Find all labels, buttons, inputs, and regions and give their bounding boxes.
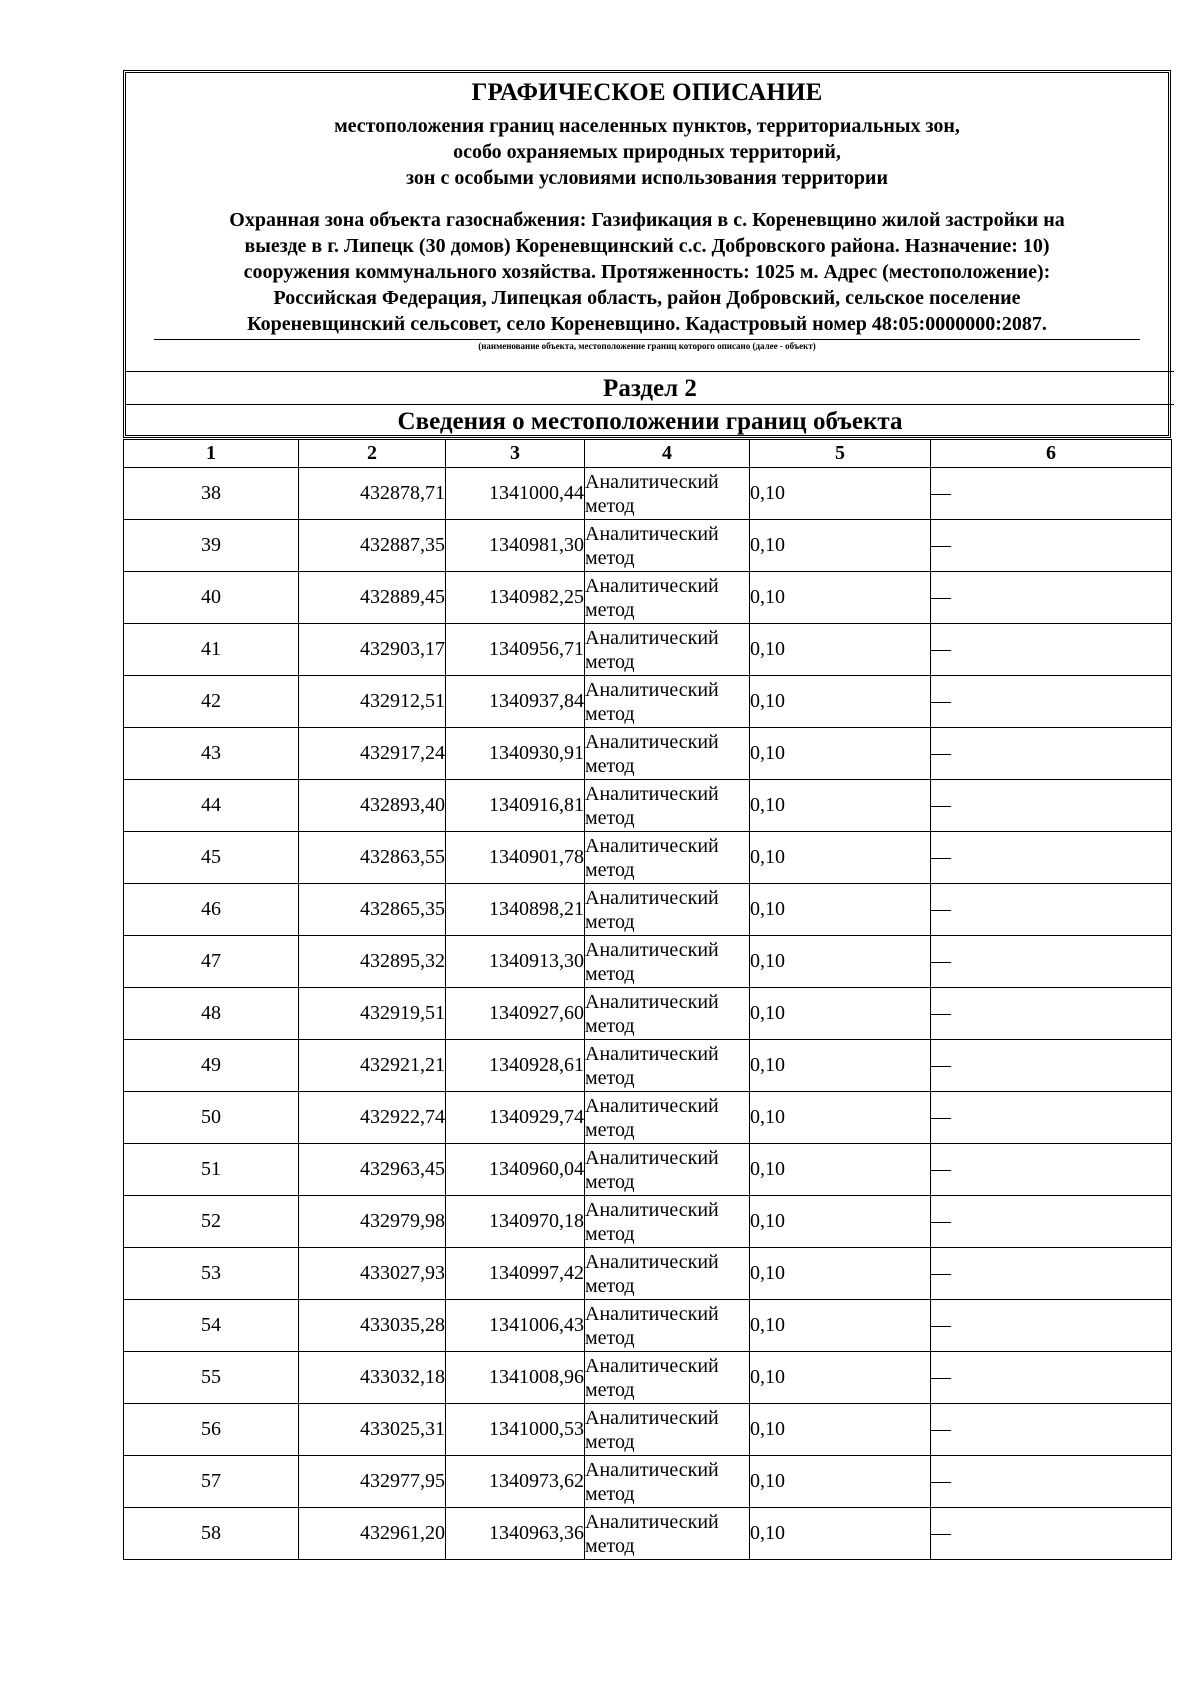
- method-cell: [585, 1456, 750, 1508]
- table-row: [124, 988, 1172, 1040]
- point-number-cell: 51: [124, 1144, 299, 1196]
- accuracy-cell: 0,10: [750, 1456, 931, 1508]
- description-cell: —: [931, 1144, 1172, 1196]
- method-text: Аналитический метод: [585, 678, 719, 725]
- method-text: Аналитический метод: [585, 574, 719, 621]
- table-row: [124, 1248, 1172, 1300]
- description-cell: —: [931, 988, 1172, 1040]
- method-cell: [585, 1196, 750, 1248]
- method-text: Аналитический метод: [585, 1042, 719, 1089]
- x-coordinate-cell: 432917,24: [299, 728, 446, 780]
- description-cell: —: [931, 1352, 1172, 1404]
- point-number-cell: 56: [124, 1404, 299, 1456]
- method-text: Аналитический метод: [585, 1510, 719, 1557]
- y-coordinate-cell: 1340928,61: [446, 1040, 585, 1092]
- description-cell: —: [931, 1040, 1172, 1092]
- subtitle-line: особо охраняемых природных территорий,: [453, 141, 841, 163]
- column-header: 6: [931, 440, 1172, 468]
- document-header: [123, 70, 1171, 438]
- accuracy-cell: 0,10: [750, 1248, 931, 1300]
- y-coordinate-cell: 1340898,21: [446, 884, 585, 936]
- accuracy-cell: 0,10: [750, 1040, 931, 1092]
- description-cell: —: [931, 1196, 1172, 1248]
- table-row: [124, 832, 1172, 884]
- description-cell: —: [931, 1508, 1172, 1560]
- x-coordinate-cell: 432895,32: [299, 936, 446, 988]
- y-coordinate-cell: 1340929,74: [446, 1092, 585, 1144]
- x-coordinate-cell: 432912,51: [299, 676, 446, 728]
- method-text: Аналитический метод: [585, 886, 719, 933]
- description-cell: —: [931, 1248, 1172, 1300]
- y-coordinate-cell: 1340901,78: [446, 832, 585, 884]
- table-row: [124, 1352, 1172, 1404]
- accuracy-cell: 0,10: [750, 780, 931, 832]
- table-row: [124, 572, 1172, 624]
- table-row: [124, 676, 1172, 728]
- accuracy-cell: 0,10: [750, 988, 931, 1040]
- document-subtitle: [126, 113, 1168, 191]
- object-description-line: сооружения коммунального хозяйства. Протяженность: 1025 м. Адрес (местоположение):: [243, 261, 1051, 283]
- method-text: Аналитический метод: [585, 1198, 719, 1245]
- x-coordinate-cell: 432919,51: [299, 988, 446, 1040]
- method-text: Аналитический метод: [585, 1146, 719, 1193]
- accuracy-cell: 0,10: [750, 1300, 931, 1352]
- method-cell: [585, 884, 750, 936]
- subtitle-line: местоположения границ населенных пунктов, территориальных зон,: [334, 115, 960, 137]
- x-coordinate-cell: 432889,45: [299, 572, 446, 624]
- method-cell: [585, 1144, 750, 1196]
- description-cell: —: [931, 468, 1172, 520]
- method-text: Аналитический метод: [585, 470, 719, 517]
- point-number-cell: 38: [124, 468, 299, 520]
- accuracy-cell: 0,10: [750, 1352, 931, 1404]
- y-coordinate-cell: 1340970,18: [446, 1196, 585, 1248]
- object-caption: (наименование объекта, местоположение границ которого описано (далее - объект): [478, 341, 816, 351]
- y-coordinate-cell: 1340981,30: [446, 520, 585, 572]
- x-coordinate-cell: 432961,20: [299, 1508, 446, 1560]
- method-text: Аналитический метод: [585, 522, 719, 569]
- section-title: Раздел 2: [603, 375, 697, 402]
- method-cell: [585, 936, 750, 988]
- object-description-line: Российская Федерация, Липецкая область, район Добровский, сельское поселение: [273, 287, 1021, 309]
- section-header: [126, 371, 1174, 441]
- description-cell: —: [931, 624, 1172, 676]
- method-text: Аналитический метод: [585, 1354, 719, 1401]
- y-coordinate-cell: 1340960,04: [446, 1144, 585, 1196]
- x-coordinate-cell: 432863,55: [299, 832, 446, 884]
- method-cell: [585, 1300, 750, 1352]
- accuracy-cell: 0,10: [750, 1092, 931, 1144]
- object-description: [148, 207, 1146, 337]
- method-cell: [585, 728, 750, 780]
- method-cell: [585, 832, 750, 884]
- y-coordinate-cell: 1341008,96: [446, 1352, 585, 1404]
- description-cell: —: [931, 936, 1172, 988]
- point-number-cell: 40: [124, 572, 299, 624]
- y-coordinate-cell: 1340937,84: [446, 676, 585, 728]
- description-cell: —: [931, 832, 1172, 884]
- x-coordinate-cell: 432878,71: [299, 468, 446, 520]
- x-coordinate-cell: 432921,21: [299, 1040, 446, 1092]
- point-number-cell: 57: [124, 1456, 299, 1508]
- point-number-cell: 41: [124, 624, 299, 676]
- method-text: Аналитический метод: [585, 1094, 719, 1141]
- point-number-cell: 54: [124, 1300, 299, 1352]
- method-cell: [585, 676, 750, 728]
- method-text: Аналитический метод: [585, 1406, 719, 1453]
- column-header: 1: [124, 440, 299, 468]
- point-number-cell: 55: [124, 1352, 299, 1404]
- method-cell: [585, 624, 750, 676]
- method-cell: [585, 1040, 750, 1092]
- method-cell: [585, 468, 750, 520]
- point-number-cell: 49: [124, 1040, 299, 1092]
- y-coordinate-cell: 1340930,91: [446, 728, 585, 780]
- accuracy-cell: 0,10: [750, 936, 931, 988]
- method-text: Аналитический метод: [585, 730, 719, 777]
- point-number-cell: 58: [124, 1508, 299, 1560]
- method-cell: [585, 1248, 750, 1300]
- y-coordinate-cell: 1340973,62: [446, 1456, 585, 1508]
- description-underline: [154, 339, 1140, 340]
- table-row: [124, 1404, 1172, 1456]
- table-row: [124, 780, 1172, 832]
- table-row: [124, 468, 1172, 520]
- table-row: [124, 1508, 1172, 1560]
- document-page: [123, 70, 1171, 1566]
- subtitle-line: зон с особыми условиями использования территории: [406, 167, 888, 189]
- document-title: ГРАФИЧЕСКОЕ ОПИСАНИЕ: [471, 79, 823, 106]
- method-cell: [585, 1092, 750, 1144]
- table-row: [124, 1196, 1172, 1248]
- y-coordinate-cell: 1340956,71: [446, 624, 585, 676]
- point-number-cell: 47: [124, 936, 299, 988]
- section-subtitle: Сведения о местоположении границ объекта: [397, 408, 903, 435]
- description-cell: —: [931, 676, 1172, 728]
- accuracy-cell: 0,10: [750, 728, 931, 780]
- accuracy-cell: 0,10: [750, 1144, 931, 1196]
- y-coordinate-cell: 1340916,81: [446, 780, 585, 832]
- description-cell: —: [931, 728, 1172, 780]
- method-cell: [585, 988, 750, 1040]
- method-cell: [585, 520, 750, 572]
- x-coordinate-cell: 432865,35: [299, 884, 446, 936]
- accuracy-cell: 0,10: [750, 572, 931, 624]
- description-cell: —: [931, 1300, 1172, 1352]
- table-header-row: [124, 440, 1172, 468]
- accuracy-cell: 0,10: [750, 676, 931, 728]
- method-text: Аналитический метод: [585, 1250, 719, 1297]
- object-description-line: выезде в г. Липецк (30 домов) Кореневщинский с.с. Добровского района. Назначение: 10): [244, 235, 1050, 257]
- column-header: 3: [446, 440, 585, 468]
- point-number-cell: 43: [124, 728, 299, 780]
- table-row: [124, 520, 1172, 572]
- column-header: 5: [750, 440, 931, 468]
- x-coordinate-cell: 433035,28: [299, 1300, 446, 1352]
- description-cell: —: [931, 1456, 1172, 1508]
- method-cell: [585, 572, 750, 624]
- table-row: [124, 884, 1172, 936]
- y-coordinate-cell: 1341006,43: [446, 1300, 585, 1352]
- y-coordinate-cell: 1340997,42: [446, 1248, 585, 1300]
- accuracy-cell: 0,10: [750, 1508, 931, 1560]
- column-header: 2: [299, 440, 446, 468]
- method-text: Аналитический метод: [585, 1458, 719, 1505]
- description-cell: —: [931, 884, 1172, 936]
- table-row: [124, 1092, 1172, 1144]
- method-text: Аналитический метод: [585, 938, 719, 985]
- accuracy-cell: 0,10: [750, 1404, 931, 1456]
- x-coordinate-cell: 433027,93: [299, 1248, 446, 1300]
- point-number-cell: 42: [124, 676, 299, 728]
- x-coordinate-cell: 432922,74: [299, 1092, 446, 1144]
- point-number-cell: 48: [124, 988, 299, 1040]
- method-text: Аналитический метод: [585, 990, 719, 1037]
- y-coordinate-cell: 1341000,53: [446, 1404, 585, 1456]
- point-number-cell: 45: [124, 832, 299, 884]
- method-text: Аналитический метод: [585, 626, 719, 673]
- x-coordinate-cell: 433032,18: [299, 1352, 446, 1404]
- table-row: [124, 936, 1172, 988]
- x-coordinate-cell: 432887,35: [299, 520, 446, 572]
- table-row: [124, 1040, 1172, 1092]
- method-text: Аналитический метод: [585, 1302, 719, 1349]
- point-number-cell: 46: [124, 884, 299, 936]
- point-number-cell: 44: [124, 780, 299, 832]
- method-cell: [585, 1352, 750, 1404]
- method-cell: [585, 780, 750, 832]
- table-row: [124, 1456, 1172, 1508]
- y-coordinate-cell: 1340963,36: [446, 1508, 585, 1560]
- accuracy-cell: 0,10: [750, 832, 931, 884]
- method-text: Аналитический метод: [585, 782, 719, 829]
- accuracy-cell: 0,10: [750, 884, 931, 936]
- table-row: [124, 1144, 1172, 1196]
- object-description-line: Охранная зона объекта газоснабжения: Газификация в с. Кореневщино жилой застройки на: [229, 209, 1065, 231]
- method-cell: [585, 1404, 750, 1456]
- point-number-cell: 53: [124, 1248, 299, 1300]
- column-header: 4: [585, 440, 750, 468]
- y-coordinate-cell: 1341000,44: [446, 468, 585, 520]
- description-cell: —: [931, 1404, 1172, 1456]
- y-coordinate-cell: 1340927,60: [446, 988, 585, 1040]
- x-coordinate-cell: 432963,45: [299, 1144, 446, 1196]
- method-text: Аналитический метод: [585, 834, 719, 881]
- point-number-cell: 50: [124, 1092, 299, 1144]
- point-number-cell: 52: [124, 1196, 299, 1248]
- divider: [126, 371, 1174, 372]
- method-cell: [585, 1508, 750, 1560]
- x-coordinate-cell: 432893,40: [299, 780, 446, 832]
- accuracy-cell: 0,10: [750, 624, 931, 676]
- point-number-cell: 39: [124, 520, 299, 572]
- accuracy-cell: 0,10: [750, 520, 931, 572]
- x-coordinate-cell: 432903,17: [299, 624, 446, 676]
- description-cell: —: [931, 780, 1172, 832]
- object-description-line: Кореневщинский сельсовет, село Кореневщино. Кадастровый номер 48:05:0000000:2087.: [247, 313, 1047, 335]
- coordinates-table: [123, 439, 1172, 1560]
- x-coordinate-cell: 433025,31: [299, 1404, 446, 1456]
- table-row: [124, 624, 1172, 676]
- y-coordinate-cell: 1340913,30: [446, 936, 585, 988]
- table-row: [124, 1300, 1172, 1352]
- divider: [126, 404, 1174, 405]
- description-cell: —: [931, 1092, 1172, 1144]
- accuracy-cell: 0,10: [750, 1196, 931, 1248]
- accuracy-cell: 0,10: [750, 468, 931, 520]
- y-coordinate-cell: 1340982,25: [446, 572, 585, 624]
- x-coordinate-cell: 432979,98: [299, 1196, 446, 1248]
- description-cell: —: [931, 572, 1172, 624]
- description-cell: —: [931, 520, 1172, 572]
- x-coordinate-cell: 432977,95: [299, 1456, 446, 1508]
- table-row: [124, 728, 1172, 780]
